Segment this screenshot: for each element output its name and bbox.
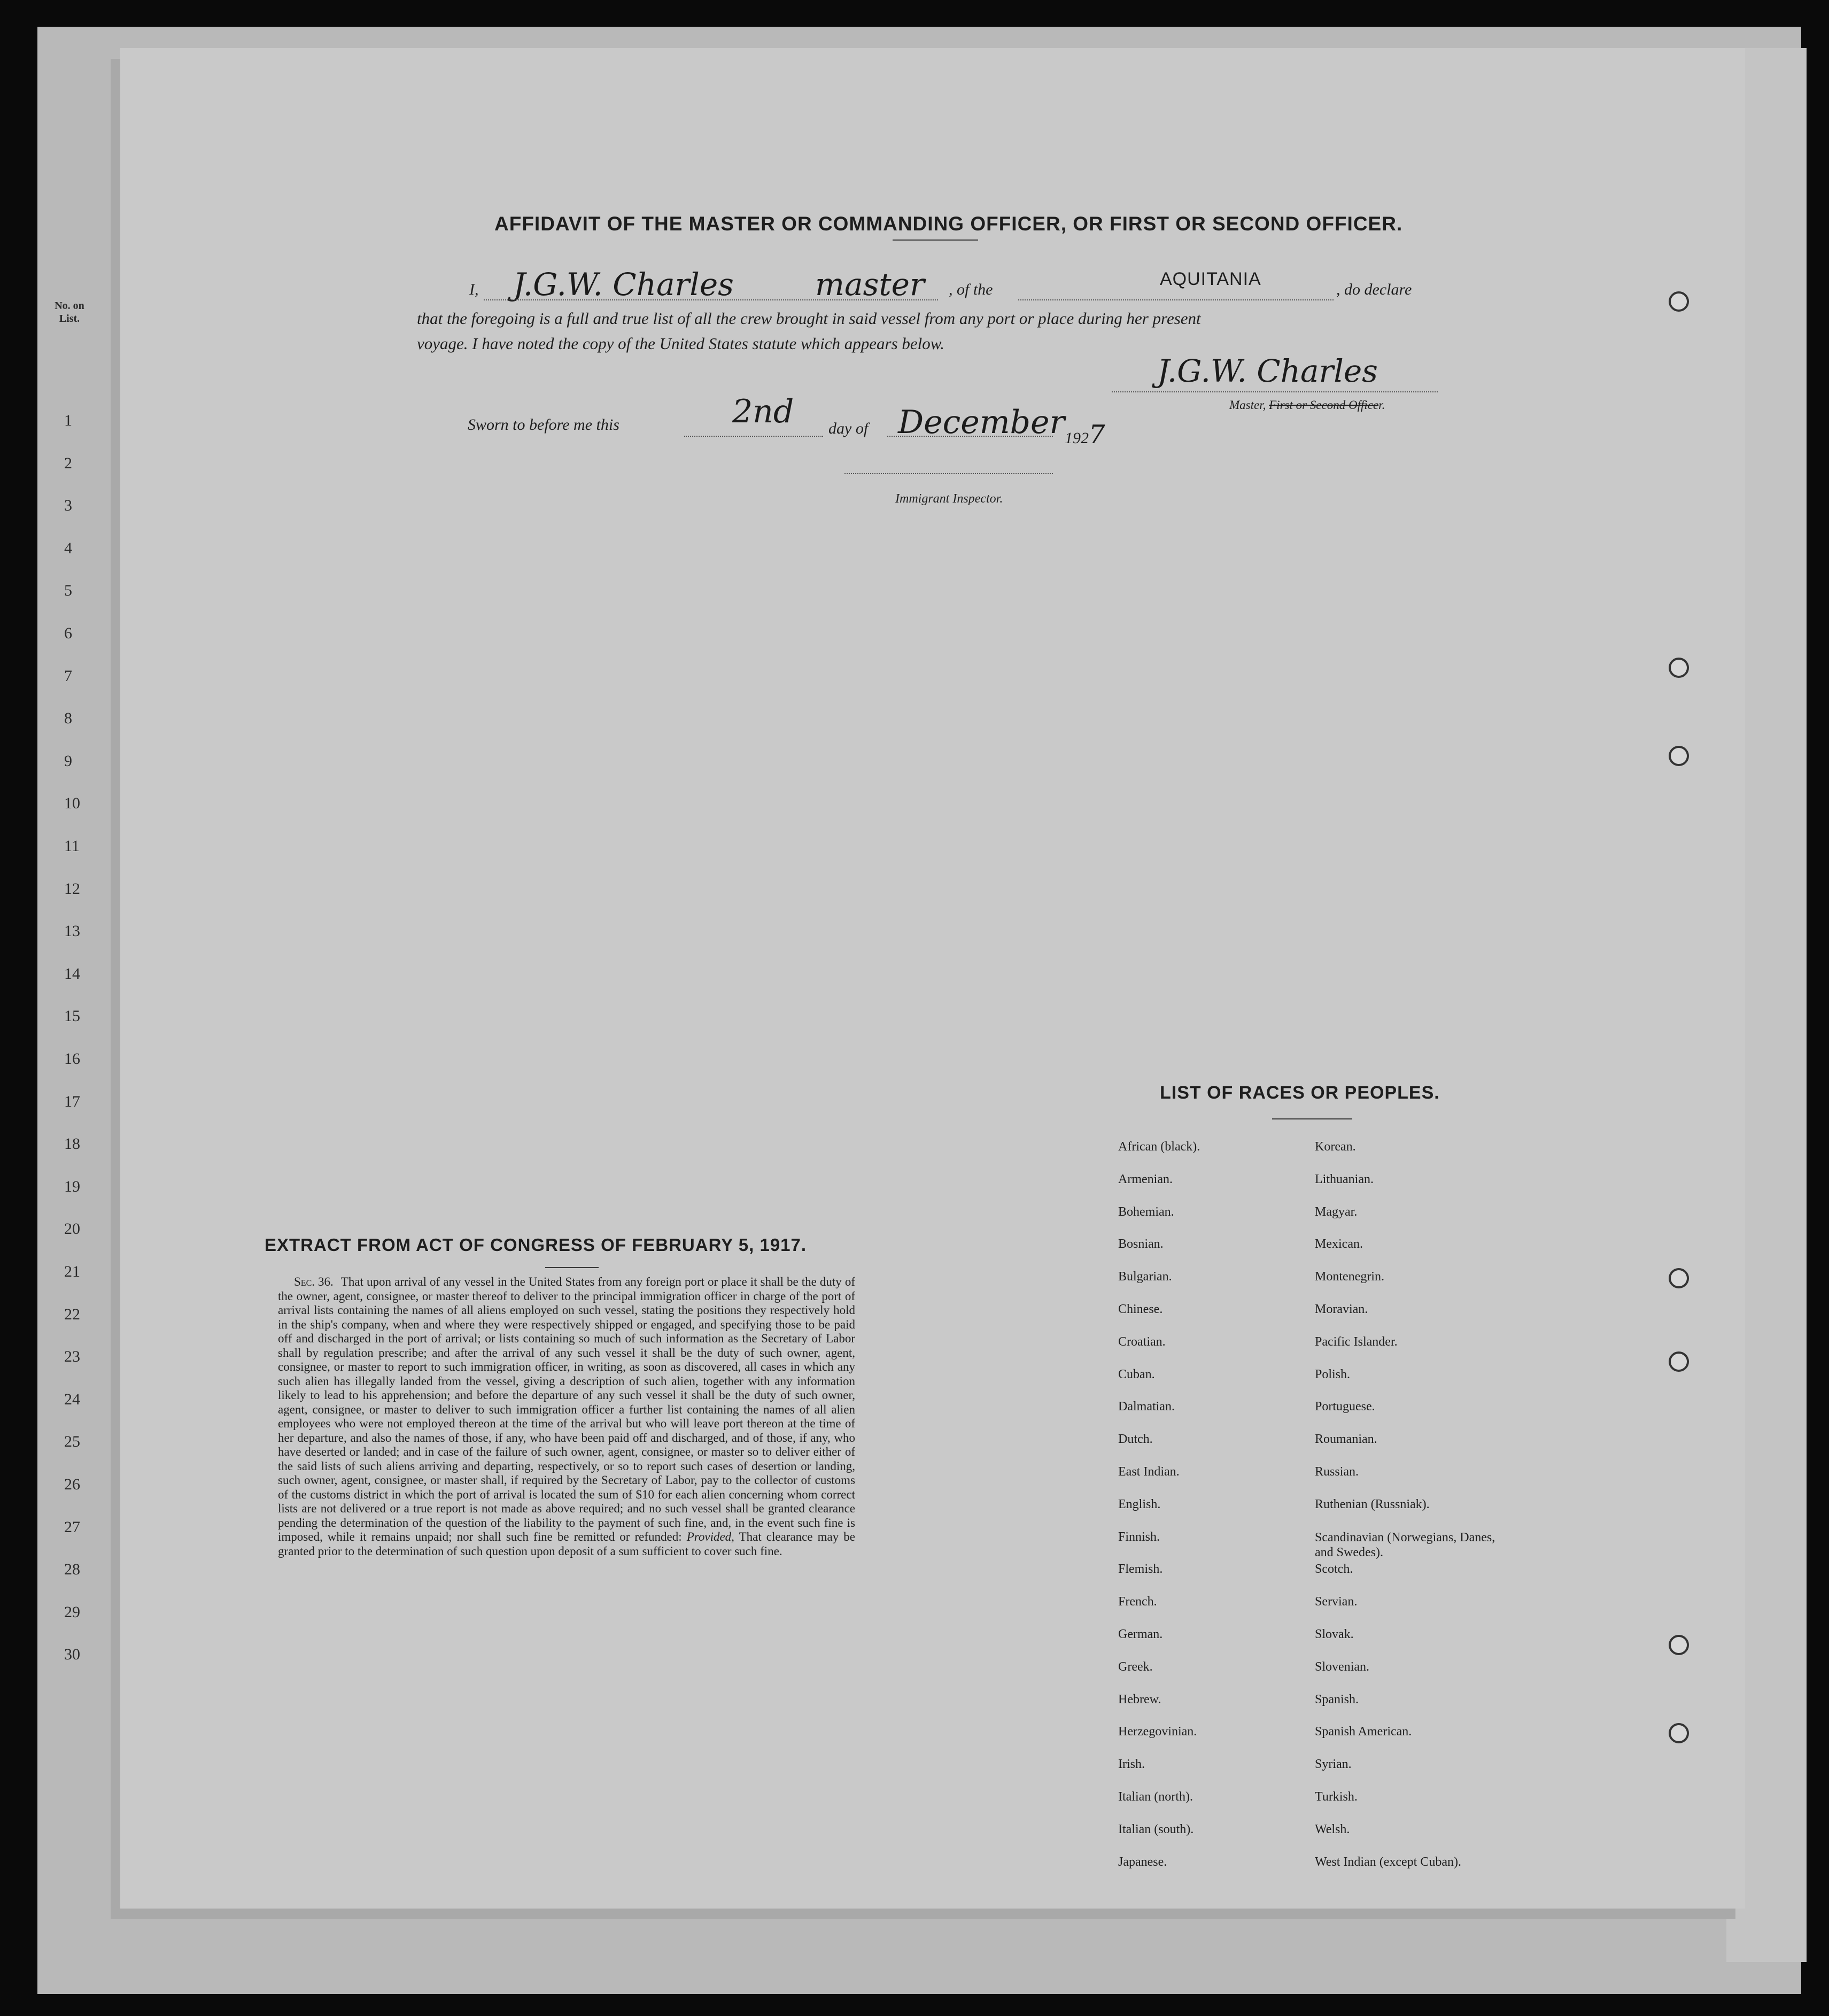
binder-hole	[1669, 1351, 1689, 1372]
race-entry: Spanish American.	[1315, 1725, 1412, 1739]
signer-title	[1229, 398, 1385, 412]
signer-title-suffix: r.	[1378, 398, 1385, 412]
race-entry: Polish.	[1315, 1367, 1351, 1381]
underlying-line-number: 20	[64, 1220, 80, 1238]
underlying-line-number: 11	[64, 837, 80, 855]
sworn-year-prefix: 192	[1065, 429, 1089, 447]
extract-rule	[545, 1267, 599, 1268]
underlying-list-header: No. on List.	[55, 300, 84, 325]
race-entry: Italian (south).	[1118, 1822, 1194, 1836]
vessel-name: AQUITANIA	[1160, 269, 1261, 289]
underlying-line-number: 3	[64, 497, 72, 515]
race-entry: Ruthenian (Russniak).	[1315, 1497, 1430, 1511]
binder-hole	[1669, 746, 1689, 766]
sworn-month: December	[898, 404, 1065, 441]
race-entry: Japanese.	[1118, 1855, 1167, 1869]
underlying-line-number: 25	[64, 1433, 80, 1451]
underlying-line-number: 5	[64, 582, 72, 600]
races-rule	[1272, 1118, 1352, 1119]
sworn-year	[1065, 420, 1105, 450]
underlying-line-number: 9	[64, 752, 72, 770]
race-entry: African (black).	[1118, 1140, 1200, 1154]
race-entry: English.	[1118, 1497, 1161, 1511]
race-entry: Chinese.	[1118, 1302, 1163, 1316]
of-the-label: , of the	[949, 281, 993, 298]
race-entry: Turkish.	[1315, 1790, 1358, 1804]
underlying-line-number: 7	[64, 667, 72, 685]
do-declare-label: , do declare	[1336, 281, 1412, 298]
race-entry: Roumanian.	[1315, 1432, 1377, 1447]
underlying-line-number: 23	[64, 1348, 80, 1366]
race-entry: Spanish.	[1315, 1692, 1359, 1706]
extract-section: Sec. 36.	[294, 1275, 334, 1288]
inspector-label: Immigrant Inspector.	[895, 492, 1003, 506]
race-entry: Bohemian.	[1118, 1204, 1174, 1219]
affidavit-line3: voyage. I have noted the copy of the United States statute which appears below.	[417, 334, 944, 353]
sworn-label: Sworn to before me this	[468, 416, 619, 434]
underlying-line-number: 1	[64, 412, 72, 429]
race-entry: Armenian.	[1118, 1172, 1173, 1186]
underlying-line-number: 10	[64, 794, 80, 813]
race-entry: Scotch.	[1315, 1562, 1353, 1577]
binder-hole	[1669, 291, 1689, 312]
blank-vessel	[1018, 299, 1334, 300]
race-entry: Welsh.	[1315, 1822, 1350, 1836]
underlying-line-number: 14	[64, 964, 80, 983]
race-entry: Bulgarian.	[1118, 1270, 1172, 1284]
extract-provided: Provided,	[686, 1530, 734, 1543]
race-entry: German.	[1118, 1627, 1163, 1641]
sworn-day: 2nd	[732, 393, 794, 430]
race-entry: Pacific Islander.	[1315, 1334, 1398, 1349]
binder-hole	[1669, 1635, 1689, 1655]
race-entry: Flemish.	[1118, 1562, 1163, 1577]
underlying-line-number: 2	[64, 454, 72, 472]
underlying-line-number: 15	[64, 1007, 80, 1025]
underlying-line-number: 22	[64, 1305, 80, 1323]
race-entry: Finnish.	[1118, 1530, 1160, 1544]
race-entry: Russian.	[1315, 1465, 1359, 1479]
underlying-line-number: 12	[64, 879, 80, 898]
race-entry: Greek.	[1118, 1659, 1153, 1674]
underlying-line-number: 6	[64, 624, 72, 642]
extract-title: EXTRACT FROM ACT OF CONGRESS OF FEBRUARY 5, 1917.	[265, 1235, 807, 1255]
affidavit-line1-prefix: I,	[469, 281, 479, 298]
race-entry: French.	[1118, 1595, 1157, 1609]
title-rule	[893, 240, 978, 241]
underlying-line-number: 17	[64, 1092, 80, 1110]
race-entry: Irish.	[1118, 1757, 1145, 1772]
blank-day	[684, 436, 823, 437]
master-role: master	[815, 266, 925, 303]
race-entry: Mexican.	[1315, 1237, 1363, 1252]
race-entry: Herzegovinian.	[1118, 1725, 1197, 1739]
race-entry: Hebrew.	[1118, 1692, 1161, 1706]
underlying-line-number: 27	[64, 1518, 80, 1536]
underlying-line-number: 8	[64, 709, 72, 728]
race-entry: Italian (north).	[1118, 1790, 1193, 1804]
race-entry: Syrian.	[1315, 1757, 1352, 1772]
race-entry: Portuguese.	[1315, 1400, 1375, 1414]
underlying-line-number: 16	[64, 1050, 80, 1068]
underlying-line-number: 26	[64, 1476, 80, 1493]
underlying-line-number: 13	[64, 922, 80, 940]
underlying-line-number: 24	[64, 1390, 80, 1408]
race-entry: Cuban.	[1118, 1367, 1155, 1381]
blank-month	[887, 436, 1053, 437]
underlying-line-number: 4	[64, 539, 72, 557]
race-entry: Moravian.	[1315, 1302, 1368, 1316]
signer-title-master: Master,	[1229, 398, 1266, 412]
race-entry: Slovenian.	[1315, 1659, 1369, 1674]
race-entry: Slovak.	[1315, 1627, 1354, 1641]
affidavit-line2: that the foregoing is a full and true list of all the crew brought in said vessel from any port or place during her present	[417, 309, 1201, 328]
race-entry: East Indian.	[1118, 1465, 1180, 1479]
extract-text-a: That upon arrival of any vessel in the United States from any foreign port or place it shall be the duty of the owner, agent, consignee, or master thereof to deliver to the principal immigration officer in charge of the port of arrival lists containing the names of all aliens employed on such vessel, stating the positions they respectively hold in the ship's company, when and where they were respectively shipped or engaged, and specifying those to be paid off and discharged in the port of arrival; or lists containing so much of such information as the Secretary of Labor shall by regulation prescribe; and after the arrival of any such vessel it shall be the duty of such owner, agent, consignee, or master to report to such immigration officer, in writing, as soon as discovered, all cases in which any such alien has illegally landed from the vessel, giving a description of such alien, together with any information likely to lead to his apprehension; and before the departure of any such vessel it shall be the duty of such owner, agent, consignee, or master to deliver to such immigration officer a further list containing the names of all alien employees who were not employed thereon at the time of the arrival but who will leave port thereon at the time of her departure, and also the names of those, if any, who have been paid off and discharged, and of those, if any, who have deserted or landed; and in case of the failure of such owner, agent, consignee, or master so to deliver either of the said lists of such aliens arriving and departing, respectively, or so to report such cases of desertion or landing, such owner, agent, consignee, or master shall, if required by the Secretary of Labor, pay to the collector of customs of the customs district in which the port of arrival is located the sum of $10 for each alien concerning whom correct lists are not delivered or a true report is not made as above required; and no such vessel shall be granted clearance pending the determination of the question of the liability to the payment of such fine, and, in the event such fine is imposed, while it remains unpaid; nor shall such fine be remitted or refunded:	[278, 1275, 855, 1543]
signer-title-struck: First or Second Office	[1269, 398, 1379, 412]
day-of-label: day of	[828, 420, 869, 437]
extract-body	[278, 1275, 855, 1558]
race-entry: Bosnian.	[1118, 1237, 1164, 1252]
underlying-line-number: 18	[64, 1135, 80, 1153]
signature-line	[1112, 391, 1438, 392]
binder-hole	[1669, 658, 1689, 678]
underlying-line-number: 29	[64, 1603, 80, 1621]
binder-hole	[1669, 1268, 1689, 1288]
race-entry: Scandinavian (Norwegians, Danes, and Swedes).	[1315, 1530, 1495, 1559]
race-entry: Magyar.	[1315, 1204, 1358, 1219]
underlying-line-number: 30	[64, 1646, 80, 1664]
extract-text-b: That clearance may be granted prior to the determination of such question upon deposit of a sum sufficient to cover such fine.	[278, 1530, 855, 1558]
affidavit-title: AFFIDAVIT OF THE MASTER OR COMMANDING OFFICER, OR FIRST OR SECOND OFFICER.	[494, 213, 1403, 235]
underlying-line-number: 21	[64, 1263, 80, 1280]
race-entry: Dalmatian.	[1118, 1400, 1175, 1414]
race-entry: West Indian (except Cuban).	[1315, 1855, 1461, 1869]
race-entry: Korean.	[1315, 1140, 1356, 1154]
underlying-line-number: 28	[64, 1561, 80, 1579]
races-title: LIST OF RACES OR PEOPLES.	[1160, 1083, 1440, 1103]
race-entry: Croatian.	[1118, 1334, 1166, 1349]
underlying-line-number: 19	[64, 1177, 80, 1195]
binder-hole	[1669, 1723, 1689, 1743]
race-entry: Montenegrin.	[1315, 1270, 1384, 1284]
inspector-signature-line	[844, 473, 1053, 474]
sworn-year-digit: 7	[1089, 420, 1105, 450]
master-signature-2: J.G.W. Charles	[1157, 353, 1378, 389]
race-entry: Dutch.	[1118, 1432, 1153, 1447]
race-entry: Servian.	[1315, 1595, 1358, 1609]
blank-name	[484, 299, 938, 300]
master-signature: J.G.W. Charles	[513, 266, 734, 303]
race-entry: Lithuanian.	[1315, 1172, 1374, 1186]
